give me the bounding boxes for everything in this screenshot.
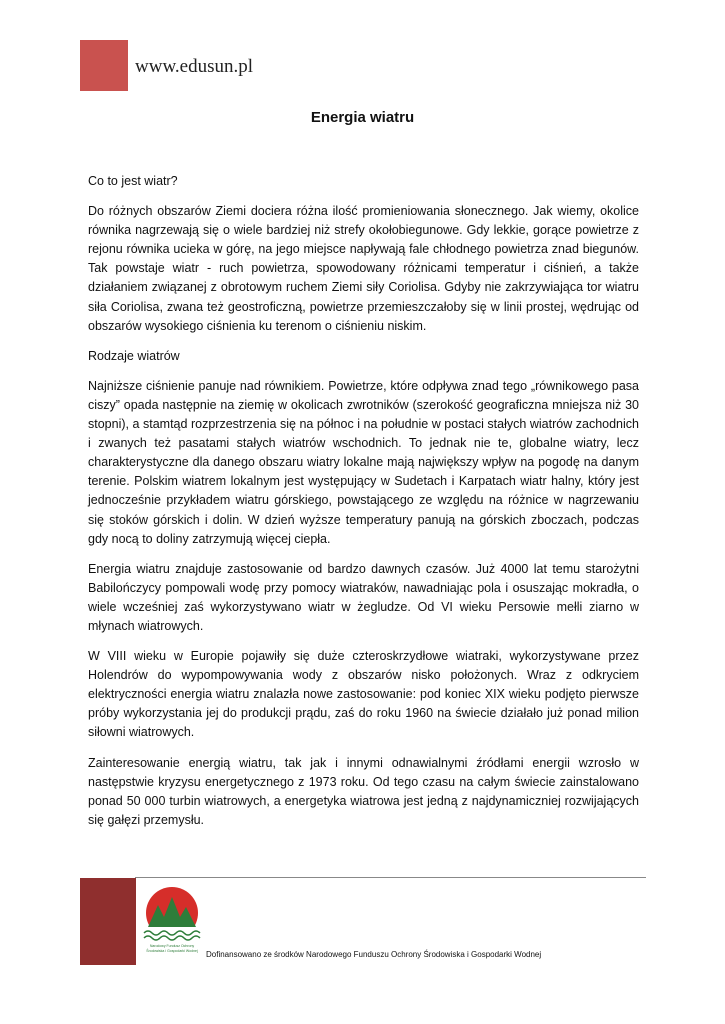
footer-divider bbox=[135, 877, 646, 878]
section-heading: Co to jest wiatr? bbox=[88, 174, 178, 188]
document-body bbox=[88, 172, 639, 841]
document-title: Energia wiatru bbox=[310, 109, 415, 126]
paragraph: Do różnych obszarów Ziemi dociera różna ilość promieniowania słonecznego. Jak wiemy, okolice równika nagrzewają się o wiele bardziej niż strefy okołobiegunowe. Gdy lekkie, gorące powietrze z rejonu równika ucieka w górę, na jego miejsce napływają fale chłodnego powietrza znad biegunów. Tak powstaje wiatr - ruch powietrza, spowodowany różnicami temperatur i ciśnień, a także działaniem związanej z obrotowym ruchem Ziemi siły Coriolisa. Gdyby nie zakrzywiająca tor wiatru siła Coriolisa, zwana też geostroficzną, powietrze przemieszczałoby się w linii prostej, wędrując od obszarów wysokiego ciśnienia ku terenom o ciśnieniu niskim. bbox=[88, 204, 639, 333]
site-url[interactable]: www.edusun.pl bbox=[135, 56, 254, 77]
footer-accent-block bbox=[80, 878, 136, 965]
paragraph: Energia wiatru znajduje zastosowanie od bardzo dawnych czasów. Już 4000 lat temu starożytni Babilończycy pompowali wodę przy pomocy wiatraków, nawadniając pola i osuszając mokradła, o wiele wcześniej zaś wykorzystywano wiatr w żegludze. Od VI wieku Persowie mełli ziarno w młynach wiatrowych. bbox=[88, 561, 639, 633]
paragraph: Najniższe ciśnienie panuje nad równikiem. Powietrze, które odpływa znad tego „równikowego pasa ciszy” opada następnie na ziemię w okolicach zwrotników (szerokość geograficzna mniejsza niż 30 stopni), a stamtąd rozprzestrzenia się na północ i na południe w postaci stałych wiatrów zachodnich i zwanych też pasatami stałych wiatrów wschodnich. To jednak nie te, globalne wiatry, lecz charakterystyczne dla danego obszaru wiatry lokalne mają największy wpływ na pogodę na danym terenie. Polskim wiatrem lokalnym jest występujący w Sudetach i Karpatach wiatr halny, który jest jednocześnie przykładem wiatru górskiego, powstającego ze względu na różnice w nagrzewaniu się stoków górskich i dolin. W dzień wyższe temperatury panują na górskich zboczach, podczas gdy nocą to doliny zatrzymują więcej ciepła. bbox=[88, 378, 639, 546]
paragraph: W VIII wieku w Europie pojawiły się duże czteroskrzydłowe wiatraki, wykorzystywane przez Holendrów do wypompowywania wody z obszarów nisko położonych. Wraz z odkryciem elektryczności energia wiatru znalazła nowe zastosowanie: pod koniec XIX wieku podjęto pierwsze próby wykorzystania jej do produkcji prądu, zaś do roku 1960 na świecie działało już ponad milion siłowni wiatrowych. bbox=[88, 649, 639, 740]
nfosigw-logo-icon bbox=[138, 883, 208, 963]
paragraph: Zainteresowanie energią wiatru, tak jak i innymi odnawialnymi źródłami energii wzrosło w następstwie kryzysu energetycznego z 1973 roku. Od tego czasu na całym świecie zainstalowano ponad 50 000 turbin wiatrowych, a energetyka wiatrowa jest jedną z najdynamiczniej rozwijających się gałęzi przemysłu. bbox=[88, 755, 639, 827]
funding-note: Dofinansowano ze środków Narodowego Funduszu Ochrony Środowiska i Gospodarki Wodnej bbox=[206, 950, 542, 959]
logo-caption-line1: Narodowy Fundusz Ochrony bbox=[149, 944, 195, 948]
header-accent-block bbox=[80, 40, 128, 91]
logo-caption-line2: Środowiska i Gospodarki Wodnej bbox=[146, 949, 198, 953]
section-heading: Rodzaje wiatrów bbox=[88, 348, 180, 363]
